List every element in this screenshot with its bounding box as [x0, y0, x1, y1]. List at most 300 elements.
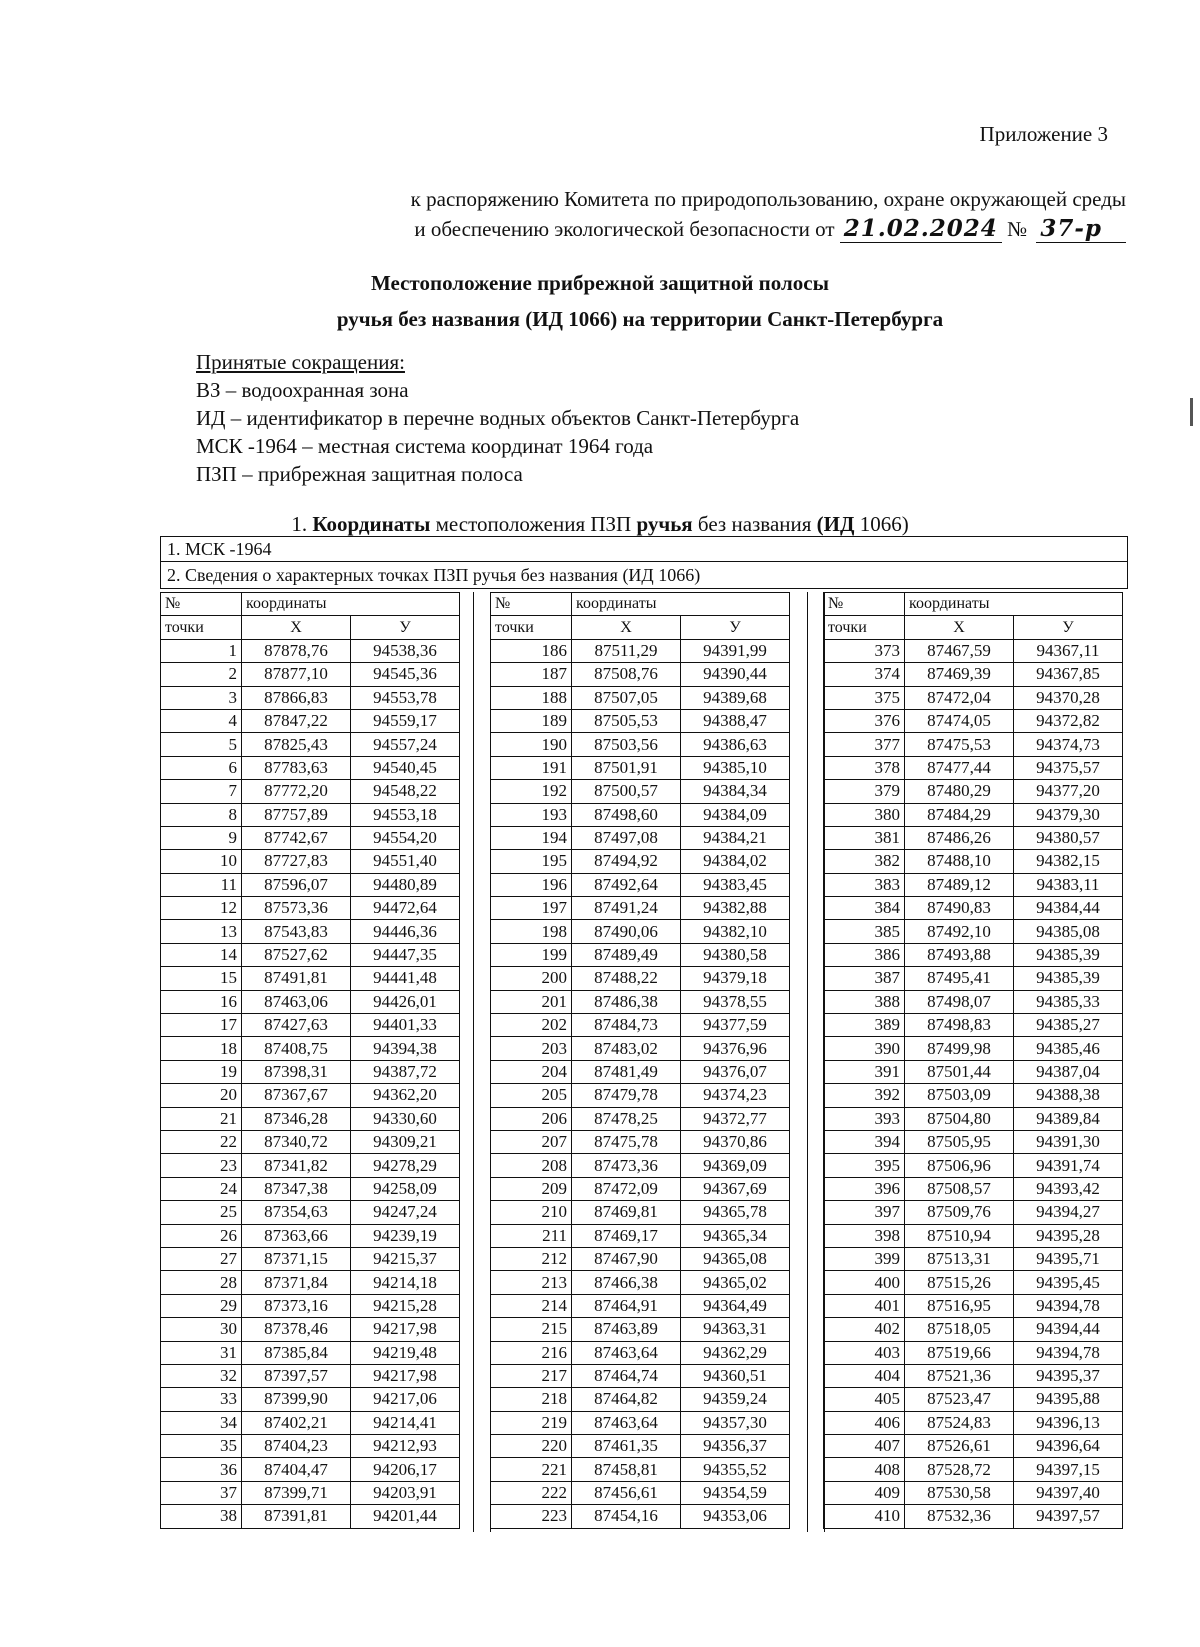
- table-row: [824, 709, 1123, 732]
- coord-x: 87463,64: [572, 1411, 681, 1434]
- header-coords: координаты: [572, 593, 790, 616]
- title-line-1: Местоположение прибрежной защитной полосы: [370, 271, 829, 295]
- table-row: [491, 1037, 790, 1060]
- coord-y: 94365,78: [681, 1201, 790, 1224]
- coord-y: 94362,29: [681, 1341, 790, 1364]
- coord-y: 94384,21: [681, 826, 790, 849]
- table-row: [824, 1177, 1123, 1200]
- point-number: 397: [824, 1201, 905, 1224]
- coord-x: 87469,17: [572, 1224, 681, 1247]
- point-number: 410: [824, 1505, 905, 1528]
- table-row: [491, 1130, 790, 1153]
- coord-y: 94385,33: [1014, 990, 1123, 1013]
- table-row: [161, 1130, 460, 1153]
- point-number: 30: [161, 1318, 242, 1341]
- coord-y: 94394,27: [1014, 1201, 1123, 1224]
- table-row: [161, 1177, 460, 1200]
- table-row: [824, 1481, 1123, 1504]
- coord-y: 94370,86: [681, 1130, 790, 1153]
- coord-y: 94480,89: [351, 873, 460, 896]
- coord-y: 94360,51: [681, 1364, 790, 1387]
- table-row: [161, 709, 460, 732]
- coord-y: 94330,60: [351, 1107, 460, 1130]
- coord-y: 94376,07: [681, 1060, 790, 1083]
- point-number: 383: [824, 873, 905, 896]
- header-no: №: [491, 593, 572, 616]
- point-number: 2: [161, 663, 242, 686]
- point-number: 399: [824, 1247, 905, 1270]
- table-row: [161, 1481, 460, 1504]
- point-number: 37: [161, 1481, 242, 1504]
- table-row: [824, 1294, 1123, 1317]
- table-row: [161, 943, 460, 966]
- coord-x: 87458,81: [572, 1458, 681, 1481]
- coord-y: 94365,08: [681, 1247, 790, 1270]
- coord-x: 87488,22: [572, 967, 681, 990]
- point-number: 191: [491, 756, 572, 779]
- coord-x: 87477,44: [905, 756, 1014, 779]
- column-separator: [473, 592, 491, 1532]
- coord-x: 87484,29: [905, 803, 1014, 826]
- coord-x: 87866,83: [242, 686, 351, 709]
- points-info-caption: 2. Сведения о характерных точках ПЗП ручья без названия (ИД 1066): [161, 562, 1127, 589]
- point-number: 5: [161, 733, 242, 756]
- point-number: 222: [491, 1481, 572, 1504]
- coord-y: 94374,73: [1014, 733, 1123, 756]
- point-number: 375: [824, 686, 905, 709]
- coord-y: 94353,06: [681, 1505, 790, 1528]
- table-row: [824, 920, 1123, 943]
- coord-y: 94367,69: [681, 1177, 790, 1200]
- coord-x: 87492,64: [572, 873, 681, 896]
- table-row: [161, 1037, 460, 1060]
- table-row: [161, 850, 460, 873]
- table-row: [161, 897, 460, 920]
- coord-y: 94447,35: [351, 943, 460, 966]
- coord-x: 87825,43: [242, 733, 351, 756]
- coord-y: 94214,41: [351, 1411, 460, 1434]
- point-number: 406: [824, 1411, 905, 1434]
- point-number: 388: [824, 990, 905, 1013]
- point-number: 219: [491, 1411, 572, 1434]
- coord-y: 94377,59: [681, 1014, 790, 1037]
- coord-x: 87385,84: [242, 1341, 351, 1364]
- table-row: [491, 639, 790, 662]
- point-number: 405: [824, 1388, 905, 1411]
- point-number: 402: [824, 1318, 905, 1341]
- coord-x: 87518,05: [905, 1318, 1014, 1341]
- coord-y: 94309,21: [351, 1130, 460, 1153]
- coord-x: 87503,09: [905, 1084, 1014, 1107]
- point-number: 201: [491, 990, 572, 1013]
- coord-x: 87509,76: [905, 1201, 1014, 1224]
- coord-y: 94364,49: [681, 1294, 790, 1317]
- coord-y: 94472,64: [351, 897, 460, 920]
- table-row: [491, 1271, 790, 1294]
- coord-x: 87504,80: [905, 1107, 1014, 1130]
- coord-x: 87515,26: [905, 1271, 1014, 1294]
- coord-x: 87463,06: [242, 990, 351, 1013]
- coord-y: 94395,45: [1014, 1271, 1123, 1294]
- point-number: 205: [491, 1084, 572, 1107]
- coord-y: 94394,78: [1014, 1341, 1123, 1364]
- point-number: 221: [491, 1458, 572, 1481]
- coord-x: 87847,22: [242, 709, 351, 732]
- coord-x: 87371,15: [242, 1247, 351, 1270]
- table-row: [161, 1060, 460, 1083]
- coord-x: 87469,39: [905, 663, 1014, 686]
- coord-y: 94559,17: [351, 709, 460, 732]
- coord-y: 94385,46: [1014, 1037, 1123, 1060]
- coord-y: 94394,38: [351, 1037, 460, 1060]
- coord-x: 87490,83: [905, 897, 1014, 920]
- coord-y: 94397,57: [1014, 1505, 1123, 1528]
- table-row: [824, 1435, 1123, 1458]
- coord-y: 94376,96: [681, 1037, 790, 1060]
- coord-y: 94217,98: [351, 1318, 460, 1341]
- coord-x: 87513,31: [905, 1247, 1014, 1270]
- coord-y: 94540,45: [351, 756, 460, 779]
- coord-y: 94553,18: [351, 803, 460, 826]
- handwritten-order-number: 37-р: [1036, 215, 1126, 243]
- coord-y: 94390,44: [681, 663, 790, 686]
- coord-x: 87500,57: [572, 780, 681, 803]
- coord-y: 94548,22: [351, 780, 460, 803]
- coord-x: 87486,38: [572, 990, 681, 1013]
- coord-x: 87508,57: [905, 1177, 1014, 1200]
- header-y: У: [1014, 616, 1123, 639]
- coord-y: 94553,78: [351, 686, 460, 709]
- coordinates-table-1: [160, 592, 460, 1529]
- coord-y: 94359,24: [681, 1388, 790, 1411]
- order-line-2: [246, 214, 1126, 244]
- coord-x: 87404,47: [242, 1458, 351, 1481]
- table-row: [491, 990, 790, 1013]
- coord-y: 94367,11: [1014, 639, 1123, 662]
- coord-y: 94383,45: [681, 873, 790, 896]
- coord-y: 94370,28: [1014, 686, 1123, 709]
- table-row: [491, 943, 790, 966]
- coord-y: 94557,24: [351, 733, 460, 756]
- table-row: [161, 1364, 460, 1387]
- coord-x: 87486,26: [905, 826, 1014, 849]
- coord-y: 94201,44: [351, 1505, 460, 1528]
- table-row: [161, 663, 460, 686]
- table-row: [824, 1154, 1123, 1177]
- table-row: [491, 1294, 790, 1317]
- coord-y: 94377,20: [1014, 780, 1123, 803]
- coord-x: 87463,89: [572, 1318, 681, 1341]
- point-number: 197: [491, 897, 572, 920]
- point-number: 389: [824, 1014, 905, 1037]
- table-caption-frame: [160, 536, 1128, 589]
- document-title: [0, 265, 1200, 337]
- coord-x: 87480,29: [905, 780, 1014, 803]
- coord-y: 94215,28: [351, 1294, 460, 1317]
- point-number: 210: [491, 1201, 572, 1224]
- coord-x: 87461,35: [572, 1435, 681, 1458]
- coordinates-grid: [160, 592, 1129, 1532]
- coord-x: 87484,73: [572, 1014, 681, 1037]
- coordinate-system-caption: 1. МСК -1964: [161, 537, 1127, 562]
- coord-y: 94380,58: [681, 943, 790, 966]
- table-row: [491, 1318, 790, 1341]
- point-number: 392: [824, 1084, 905, 1107]
- coord-x: 87783,63: [242, 756, 351, 779]
- coord-x: 87596,07: [242, 873, 351, 896]
- table-row: [491, 1435, 790, 1458]
- abbreviation-item: ПЗП – прибрежная защитная полоса: [196, 462, 523, 486]
- table-row: [824, 967, 1123, 990]
- header-x: Х: [242, 616, 351, 639]
- table-row: [491, 1177, 790, 1200]
- coord-x: 87454,16: [572, 1505, 681, 1528]
- point-number: 14: [161, 943, 242, 966]
- coord-y: 94395,28: [1014, 1224, 1123, 1247]
- number-sign: №: [1007, 217, 1028, 241]
- point-number: 6: [161, 756, 242, 779]
- coord-x: 87479,78: [572, 1084, 681, 1107]
- coord-x: 87467,90: [572, 1247, 681, 1270]
- coord-x: 87494,92: [572, 850, 681, 873]
- coord-x: 87526,61: [905, 1435, 1014, 1458]
- table-row: [161, 1318, 460, 1341]
- coord-y: 94384,44: [1014, 897, 1123, 920]
- coord-y: 94378,55: [681, 990, 790, 1013]
- point-number: 207: [491, 1130, 572, 1153]
- coord-y: 94278,29: [351, 1154, 460, 1177]
- coord-x: 87516,95: [905, 1294, 1014, 1317]
- table-row: [491, 1364, 790, 1387]
- point-number: 217: [491, 1364, 572, 1387]
- coord-x: 87472,09: [572, 1177, 681, 1200]
- coord-y: 94395,37: [1014, 1364, 1123, 1387]
- header-y: У: [351, 616, 460, 639]
- coord-y: 94394,78: [1014, 1294, 1123, 1317]
- coord-x: 87498,60: [572, 803, 681, 826]
- table-row: [161, 990, 460, 1013]
- abbreviation-item: ИД – идентификатор в перечне водных объектов Санкт-Петербурга: [196, 406, 800, 430]
- coord-x: 87499,98: [905, 1037, 1014, 1060]
- point-number: 189: [491, 709, 572, 732]
- table-row: [824, 826, 1123, 849]
- point-number: 198: [491, 920, 572, 943]
- point-number: 394: [824, 1130, 905, 1153]
- coord-x: 87367,67: [242, 1084, 351, 1107]
- coord-y: 94385,10: [681, 756, 790, 779]
- abbreviation-item: МСК -1964 – местная система координат 1964 года: [196, 434, 654, 458]
- table-row: [491, 1341, 790, 1364]
- coord-x: 87363,66: [242, 1224, 351, 1247]
- point-number: 193: [491, 803, 572, 826]
- point-number: 203: [491, 1037, 572, 1060]
- coord-x: 87573,36: [242, 897, 351, 920]
- coord-x: 87341,82: [242, 1154, 351, 1177]
- table-row: [161, 1411, 460, 1434]
- coord-x: 87530,58: [905, 1481, 1014, 1504]
- coord-x: 87347,38: [242, 1177, 351, 1200]
- point-number: 20: [161, 1084, 242, 1107]
- coord-y: 94367,85: [1014, 663, 1123, 686]
- point-number: 211: [491, 1224, 572, 1247]
- coord-y: 94389,68: [681, 686, 790, 709]
- coord-x: 87528,72: [905, 1458, 1014, 1481]
- header-point: точки: [161, 616, 242, 639]
- coord-y: 94388,47: [681, 709, 790, 732]
- header-x: Х: [905, 616, 1014, 639]
- table-row: [161, 1388, 460, 1411]
- table-row: [824, 1107, 1123, 1130]
- point-number: 403: [824, 1341, 905, 1364]
- point-number: 10: [161, 850, 242, 873]
- point-number: 378: [824, 756, 905, 779]
- coord-y: 94386,63: [681, 733, 790, 756]
- coord-y: 94258,09: [351, 1177, 460, 1200]
- coord-x: 87524,83: [905, 1411, 1014, 1434]
- point-number: 4: [161, 709, 242, 732]
- table-header-row: [824, 593, 1123, 616]
- section-title: 1. Координаты местоположения ПЗП ручья без названия (ИД 1066): [291, 512, 909, 536]
- table-row: [491, 803, 790, 826]
- point-number: 24: [161, 1177, 242, 1200]
- coord-y: 94372,82: [1014, 709, 1123, 732]
- coord-y: 94354,59: [681, 1481, 790, 1504]
- point-number: 385: [824, 920, 905, 943]
- handwritten-date: 21.02.2024: [840, 215, 1002, 243]
- coord-x: 87427,63: [242, 1014, 351, 1037]
- table-row: [824, 1201, 1123, 1224]
- point-number: 393: [824, 1107, 905, 1130]
- point-number: 390: [824, 1037, 905, 1060]
- coord-y: 94397,15: [1014, 1458, 1123, 1481]
- table-row: [491, 1411, 790, 1434]
- point-number: 32: [161, 1364, 242, 1387]
- table-row: [491, 1505, 790, 1528]
- coord-x: 87467,59: [905, 639, 1014, 662]
- table-header-row: [824, 616, 1123, 639]
- point-number: 17: [161, 1014, 242, 1037]
- coord-x: 87399,71: [242, 1481, 351, 1504]
- point-number: 223: [491, 1505, 572, 1528]
- coord-x: 87464,74: [572, 1364, 681, 1387]
- coord-y: 94545,36: [351, 663, 460, 686]
- coord-y: 94374,23: [681, 1084, 790, 1107]
- point-number: 3: [161, 686, 242, 709]
- coord-y: 94387,72: [351, 1060, 460, 1083]
- table-row: [491, 1224, 790, 1247]
- point-number: 9: [161, 826, 242, 849]
- table-row: [161, 1341, 460, 1364]
- point-number: 214: [491, 1294, 572, 1317]
- coord-x: 87340,72: [242, 1130, 351, 1153]
- table-row: [824, 1364, 1123, 1387]
- table-row: [491, 1201, 790, 1224]
- table-row: [161, 873, 460, 896]
- coord-x: 87495,41: [905, 967, 1014, 990]
- order-line-2-prefix: и обеспечению экологической безопасности от: [414, 217, 835, 241]
- coord-x: 87506,96: [905, 1154, 1014, 1177]
- point-number: 188: [491, 686, 572, 709]
- coord-x: 87877,10: [242, 663, 351, 686]
- point-number: 187: [491, 663, 572, 686]
- coord-x: 87378,46: [242, 1318, 351, 1341]
- table-row: [491, 873, 790, 896]
- table-row: [491, 663, 790, 686]
- coord-y: 94388,38: [1014, 1084, 1123, 1107]
- coord-y: 94385,08: [1014, 920, 1123, 943]
- coord-x: 87497,08: [572, 826, 681, 849]
- coord-y: 94239,19: [351, 1224, 460, 1247]
- table-row: [161, 967, 460, 990]
- table-row: [161, 803, 460, 826]
- point-number: 377: [824, 733, 905, 756]
- abbreviations-heading: Принятые сокращения:: [196, 350, 405, 374]
- coord-x: 87346,28: [242, 1107, 351, 1130]
- point-number: 26: [161, 1224, 242, 1247]
- point-number: 386: [824, 943, 905, 966]
- coord-x: 87523,47: [905, 1388, 1014, 1411]
- table-row: [824, 663, 1123, 686]
- coord-y: 94356,37: [681, 1435, 790, 1458]
- point-number: 18: [161, 1037, 242, 1060]
- point-number: 215: [491, 1318, 572, 1341]
- coord-x: 87466,38: [572, 1271, 681, 1294]
- header-y: У: [681, 616, 790, 639]
- header-no: №: [161, 593, 242, 616]
- coord-x: 87505,95: [905, 1130, 1014, 1153]
- coord-y: 94372,77: [681, 1107, 790, 1130]
- coord-x: 87505,53: [572, 709, 681, 732]
- coord-x: 87727,83: [242, 850, 351, 873]
- table-row: [491, 733, 790, 756]
- table-row: [824, 1271, 1123, 1294]
- header-coords: координаты: [242, 593, 460, 616]
- coord-x: 87469,81: [572, 1201, 681, 1224]
- table-row: [824, 1014, 1123, 1037]
- coord-y: 94365,02: [681, 1271, 790, 1294]
- table-row: [824, 1411, 1123, 1434]
- table-row: [491, 897, 790, 920]
- table-header-row: [161, 616, 460, 639]
- coord-x: 87478,25: [572, 1107, 681, 1130]
- coord-x: 87481,49: [572, 1060, 681, 1083]
- point-number: 212: [491, 1247, 572, 1270]
- table-row: [824, 1318, 1123, 1341]
- coord-x: 87511,29: [572, 639, 681, 662]
- point-number: 407: [824, 1435, 905, 1458]
- table-header-row: [491, 593, 790, 616]
- coord-y: 94554,20: [351, 826, 460, 849]
- table-row: [491, 1154, 790, 1177]
- header-coords: координаты: [905, 593, 1123, 616]
- table-row: [161, 1014, 460, 1037]
- coord-y: 94247,24: [351, 1201, 460, 1224]
- coord-y: 94396,13: [1014, 1411, 1123, 1434]
- header-point: точки: [491, 616, 572, 639]
- coord-y: 94396,64: [1014, 1435, 1123, 1458]
- coord-y: 94391,99: [681, 639, 790, 662]
- table-row: [824, 1060, 1123, 1083]
- coord-x: 87527,62: [242, 943, 351, 966]
- table-row: [161, 1294, 460, 1317]
- coord-y: 94382,88: [681, 897, 790, 920]
- coord-y: 94212,93: [351, 1435, 460, 1458]
- coord-y: 94217,06: [351, 1388, 460, 1411]
- table-row: [491, 850, 790, 873]
- coord-x: 87519,66: [905, 1341, 1014, 1364]
- coord-x: 87473,36: [572, 1154, 681, 1177]
- coord-y: 94383,11: [1014, 873, 1123, 896]
